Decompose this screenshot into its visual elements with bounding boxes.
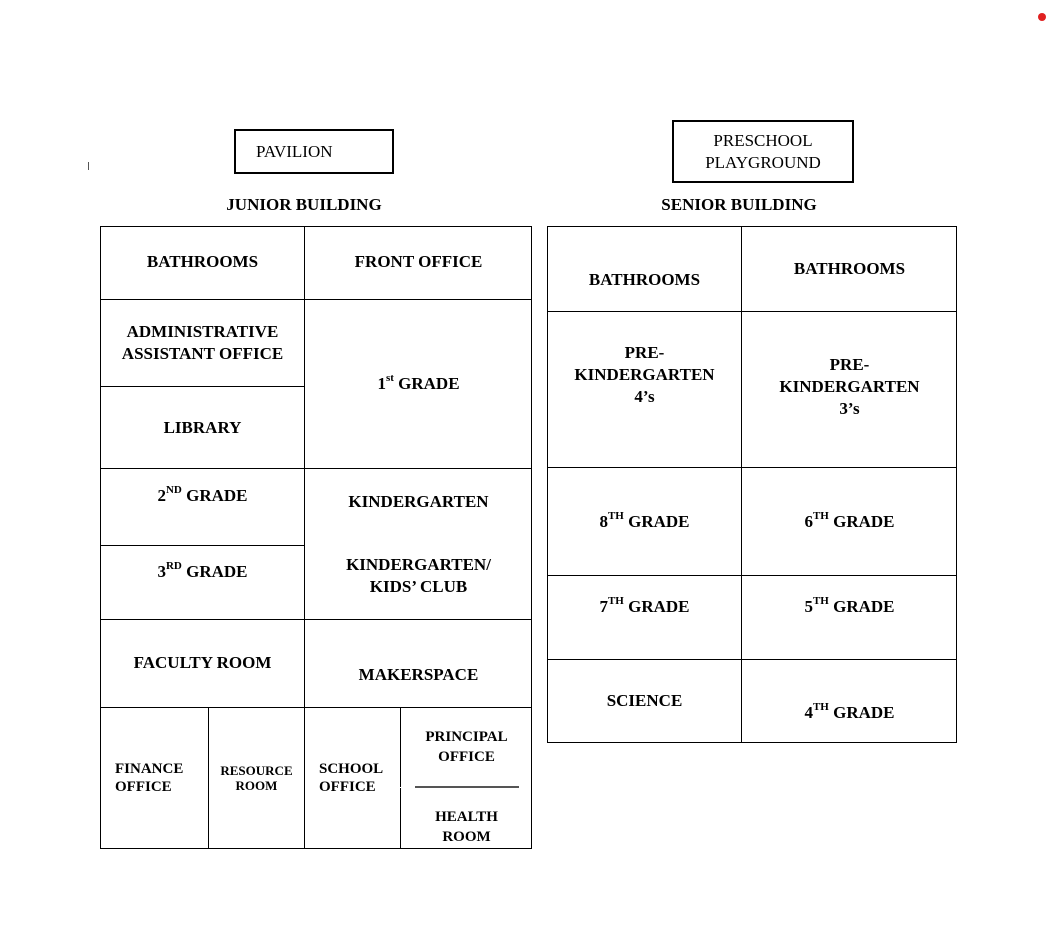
front-office (304, 227, 532, 299)
first-grade (304, 299, 532, 468)
kindergarten-kids-club (304, 534, 532, 619)
pre-kindergarten-3s-label: PRE- KINDERGARTEN 3’s (779, 354, 920, 418)
fourth-grade-num: 4 (804, 702, 813, 722)
eighth-grade (548, 467, 741, 575)
third-grade-sup: RD (165, 560, 182, 573)
preschool-playground-box (672, 120, 854, 183)
seventh-grade-label (599, 596, 689, 618)
science-label: SCIENCE (606, 690, 683, 710)
principal-office-label: PRINCIPAL OFFICE (425, 728, 508, 765)
kindergarten (304, 468, 532, 534)
senior-building-map (547, 226, 957, 743)
science (548, 659, 741, 743)
library-label: LIBRARY (163, 417, 242, 437)
senior-bathrooms-right-label: BATHROOMS (793, 259, 906, 278)
eighth-grade-word: GRADE (623, 511, 690, 531)
pre-kindergarten-3s (741, 311, 957, 467)
first-grade-sup: st (385, 372, 394, 385)
fifth-grade-word: GRADE (828, 597, 895, 616)
makerspace (304, 619, 532, 707)
junior-bathrooms-label: BATHROOMS (146, 252, 259, 271)
second-grade-sup: ND (165, 484, 182, 497)
makerspace-label: MAKERSPACE (358, 664, 479, 684)
first-grade-label (377, 373, 459, 395)
pavilion-label: PAVILION (256, 141, 333, 161)
third-grade-num: 3 (157, 562, 166, 581)
pre-kindergarten-4s-label: PRE- KINDERGARTEN 4’s (574, 342, 715, 406)
second-grade (101, 468, 304, 545)
sixth-grade-num: 6 (804, 511, 813, 531)
sixth-grade-label (804, 511, 894, 533)
faculty-room (101, 619, 304, 707)
second-grade-word: GRADE (181, 486, 248, 505)
finance-office-label: FINANCE OFFICE (115, 761, 184, 795)
school-office (304, 707, 400, 848)
kindergarten-kids-club-label: KINDERGARTEN/ KIDS’ CLUB (346, 555, 491, 596)
fifth-grade-label (804, 596, 894, 618)
eighth-grade-num: 8 (599, 511, 608, 531)
sixth-grade (741, 467, 957, 575)
seventh-grade-word: GRADE (623, 597, 690, 616)
fourth-grade (741, 659, 957, 743)
preschool-playground-label: PRESCHOOL PLAYGROUND (705, 130, 821, 172)
resource-room-label: RESOURCE ROOM (220, 763, 293, 793)
second-grade-num: 2 (157, 486, 166, 505)
pavilion-box (234, 129, 394, 174)
finance-office (101, 707, 208, 848)
fifth-grade-num: 5 (804, 597, 813, 616)
third-grade-word: GRADE (181, 562, 248, 581)
fifth-grade-sup: TH (812, 595, 829, 608)
front-office-label: FRONT OFFICE (354, 252, 483, 271)
health-room (400, 788, 532, 848)
red-dot-marker (1038, 13, 1046, 21)
fourth-grade-word: GRADE (828, 702, 895, 722)
health-room-label: HEALTH ROOM (435, 809, 498, 845)
senior-building-title: SENIOR BUILDING (661, 195, 817, 214)
eighth-grade-sup: TH (607, 509, 624, 522)
sixth-grade-sup: TH (812, 509, 829, 522)
second-grade-label (157, 485, 247, 507)
resource-room (208, 707, 304, 848)
school-office-label: SCHOOL OFFICE (319, 761, 383, 795)
sixth-grade-word: GRADE (828, 511, 895, 531)
junior-building-title: JUNIOR BUILDING (226, 195, 382, 214)
admin-assistant-office-label: ADMINISTRATIVE ASSISTANT OFFICE (121, 322, 284, 363)
seventh-grade-sup: TH (607, 595, 624, 608)
faculty-room-label: FACULTY ROOM (133, 652, 272, 672)
seventh-grade-num: 7 (599, 597, 608, 616)
principal-office (400, 707, 532, 787)
fourth-grade-sup: TH (812, 700, 829, 713)
kindergarten-label: KINDERGARTEN (348, 491, 489, 511)
third-grade-label (157, 561, 247, 583)
fourth-grade-label (804, 702, 894, 724)
fifth-grade (741, 575, 957, 659)
seventh-grade (548, 575, 741, 659)
junior-building-map (100, 226, 532, 849)
pre-kindergarten-4s (548, 311, 741, 467)
senior-bathrooms-right (741, 227, 957, 311)
stray-mark (88, 162, 89, 170)
junior-bathrooms (101, 227, 304, 299)
first-grade-word: GRADE (393, 374, 460, 393)
senior-bathrooms-left-label: BATHROOMS (588, 270, 701, 289)
eighth-grade-label (599, 511, 689, 533)
senior-bathrooms-left (548, 227, 741, 311)
first-grade-num: 1 (377, 374, 386, 393)
library (101, 386, 304, 468)
admin-assistant-office (101, 299, 304, 386)
third-grade (101, 545, 304, 619)
